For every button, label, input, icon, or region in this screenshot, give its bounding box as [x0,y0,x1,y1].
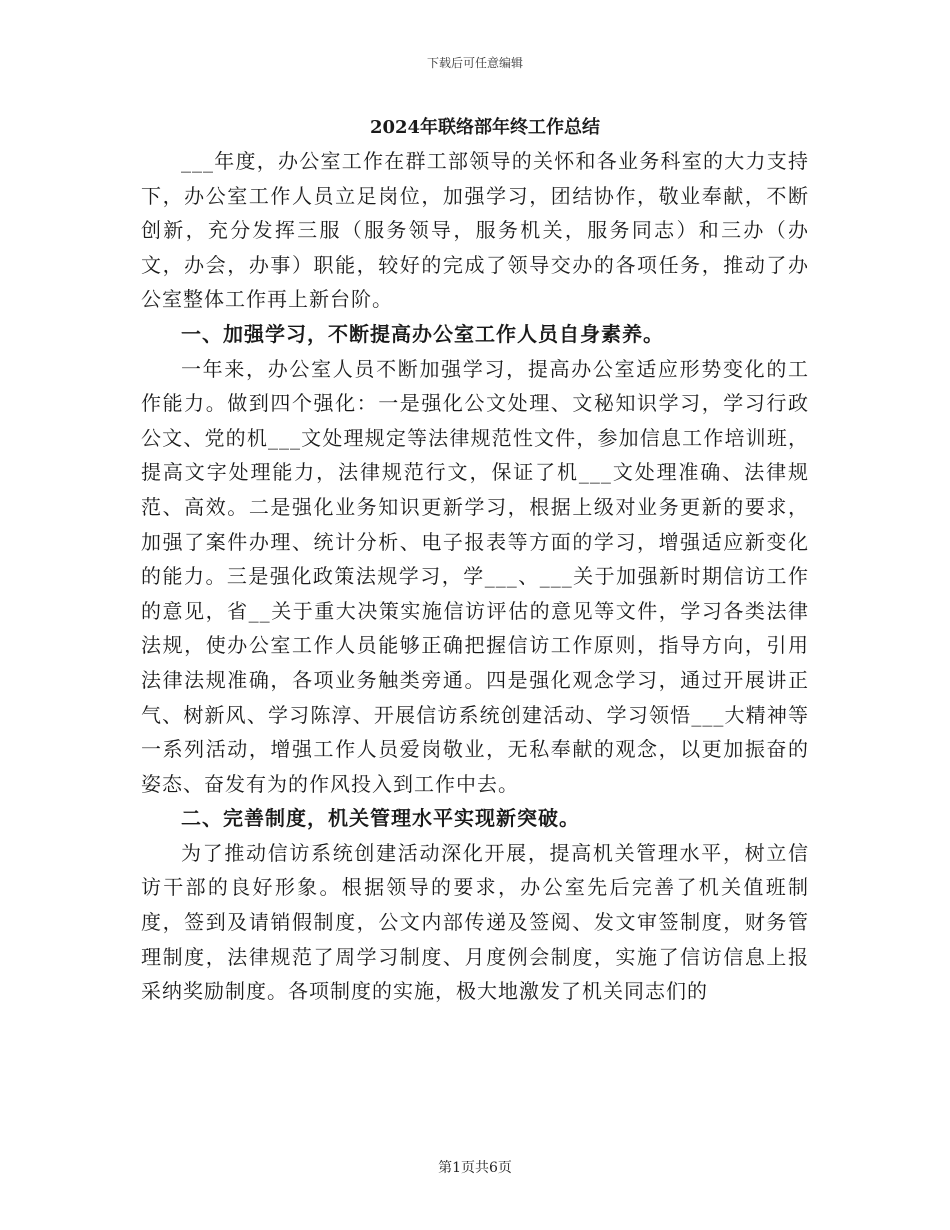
section-heading-1: 一、加强学习，不断提高办公室工作人员自身素养。 [181,321,664,346]
intro-paragraph: ___年度，办公室工作在群工部领导的关怀和各业务科室的大力支持下，办公室工作人员立足岗位，加强学习，团结协作，敬业奉献，不断创新，充分发挥三服（服务领导，服务机关，服务同志）和三办（办文，办会，办事）职能，较好的完成了领导交办的各项任务，推动了办公室整体工作再上新台阶。 [141,149,809,312]
document-title: 2024年联络部年终工作总结 [369,117,601,138]
document-body [141,112,809,1009]
page-footer: 第1页共6页 [438,1160,512,1176]
section-1-paragraph: 一年来，办公室人员不断加强学习，提高办公室适应形势变化的工作能力。做到四个强化：一是强化公文处理、文秘知识学习，学习行政公文、党的机___文处理规定等法律规范性文件，参加信息工作培训班，提高文字处理能力，法律规范行文，保证了机___文处理准确、法律规范、高效。二是强化业务知识更新学习，根据上级对业务更新的要求，加强了案件办理、统计分析、电子报表等方面的学习，增强适应新变化的能力。三是强化政策法规学习，学___、___关于加强新时期信访工作的意见，省__关于重大决策实施信访评估的意见等文件，学习各类法律法规，使办公室工作人员能够正确把握信访工作原则，指导方向，引用法律法规准确，各项业务触类旁通。四是强化观念学习，通过开展讲正气、树新风、学习陈淳、开展信访系统创建活动、学习领悟___大精神等一系列活动，增强工作人员爱岗敬业，无私奉献的观念，以更加振奋的姿态、奋发有为的作风投入到工作中去。 [141,356,809,796]
section-heading-2: 二、完善制度，机关管理水平实现新突破。 [181,806,580,831]
page-header: 下载后可任意编辑 [426,56,523,70]
section-2-paragraph: 为了推动信访系统创建活动深化开展，提高机关管理水平，树立信访干部的良好形象。根据领导的要求，办公室先后完善了机关值班制度，签到及请销假制度，公文内部传递及签阅、发文审签制度，财务管理制度，法律规范了周学习制度、月度例会制度，实施了信访信息上报采纳奖励制度。各项制度的实施，极大地激发了机关同志们的 [141,840,809,1004]
